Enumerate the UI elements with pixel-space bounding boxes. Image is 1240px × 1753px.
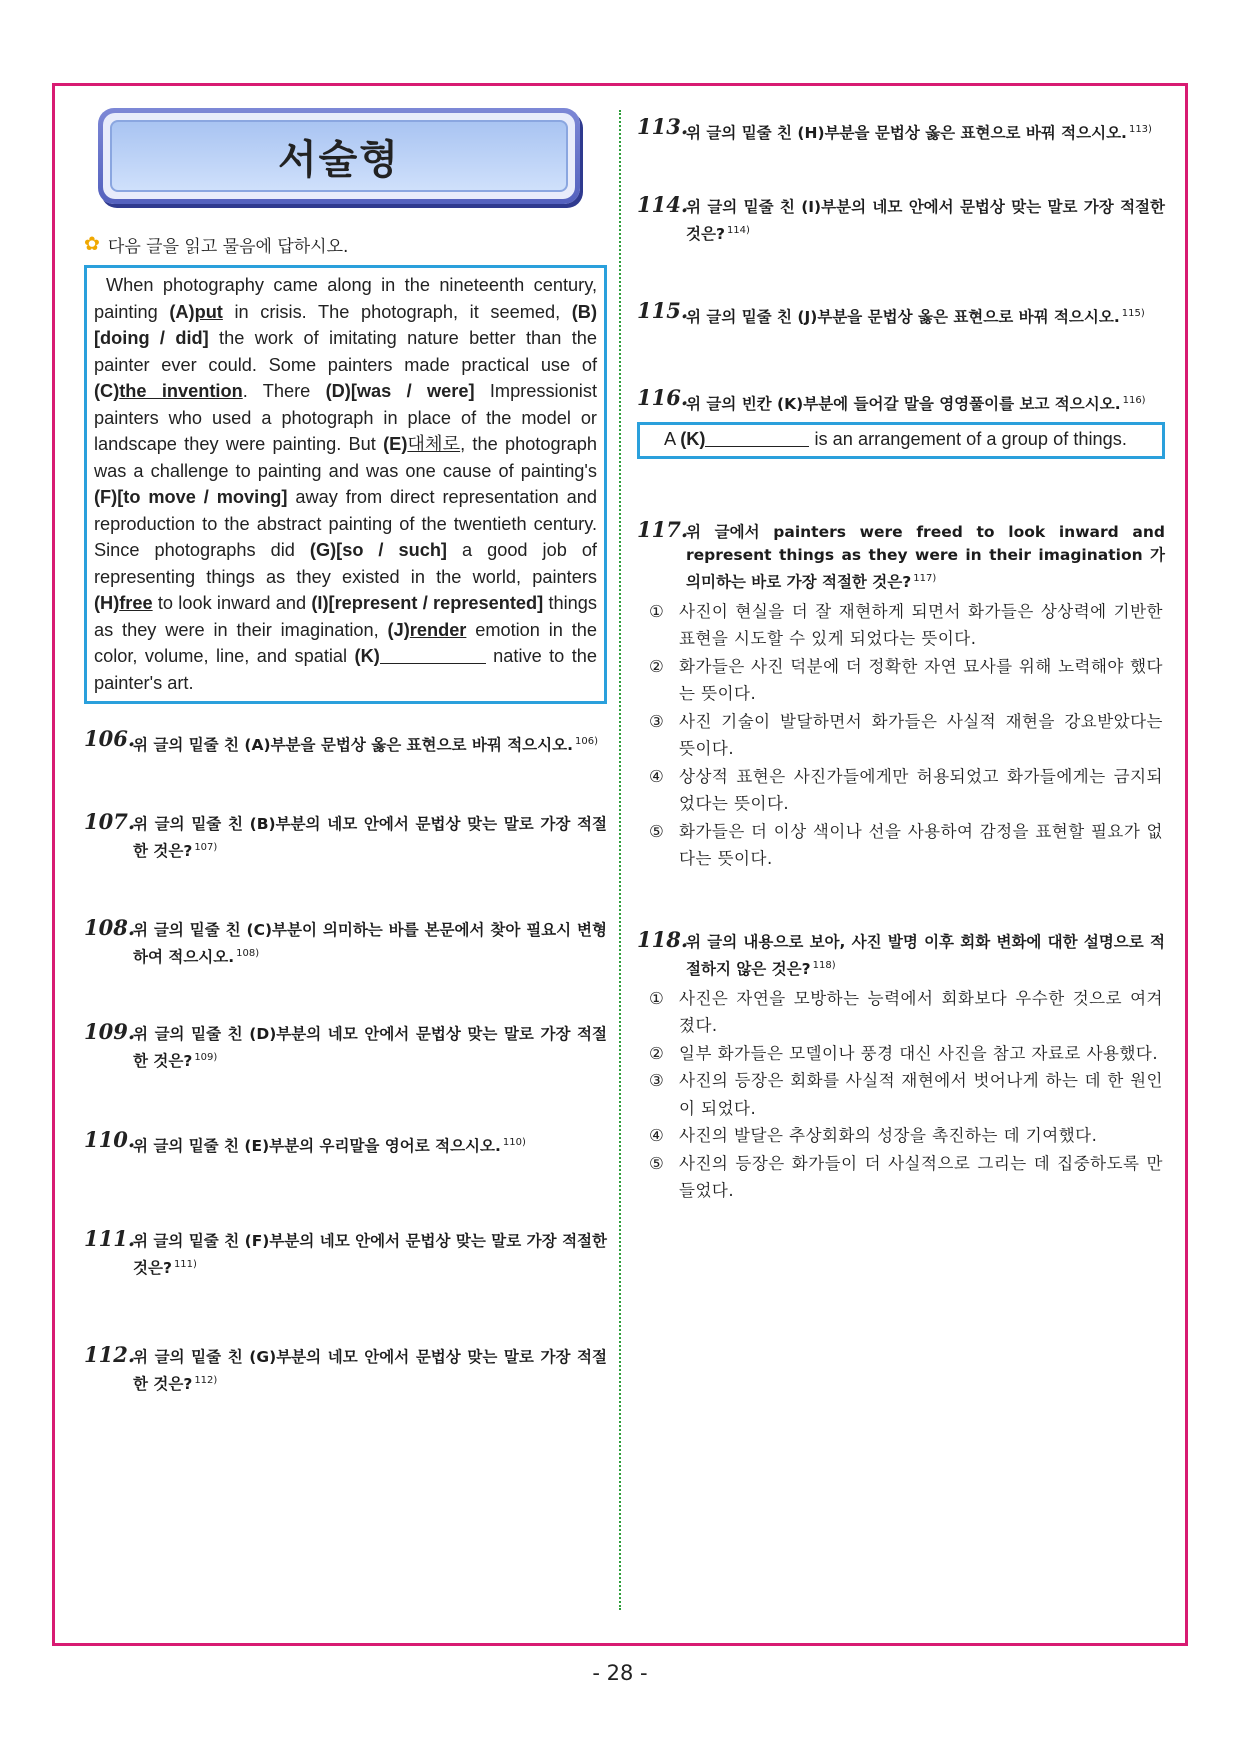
question-text: 위 글의 밑줄 친 (B)부분의 네모 안에서 문법상 맞는 말로 가장 적절한 것은? (133, 815, 607, 860)
underline-e: 대체로 (407, 434, 461, 454)
question-number: 111. (84, 1226, 136, 1251)
footnote-ref: 115) (1121, 308, 1145, 319)
box-g: (G)[so / such] (309, 540, 447, 560)
choice-1[interactable]: ① 사진이 현실을 더 잘 재현하게 되면서 화가들은 상상력에 기반한 표현을 시도할 수 있게 되었다는 뜻이다. (649, 601, 1163, 648)
mark-e: (E) (383, 434, 408, 454)
footnote-ref: 111) (173, 1259, 197, 1270)
mark-a: (A) (169, 301, 195, 322)
question-115 (637, 298, 1165, 329)
underline-c: the invention (119, 381, 243, 401)
choice-5[interactable]: ⑤ 사진의 등장은 화가들이 더 사실적으로 그리는 데 집중하도록 만들었다. (649, 1153, 1163, 1200)
question-114 (637, 192, 1165, 246)
choice-2[interactable]: ② 일부 화가들은 모델이나 풍경 대신 사진을 참고 자료로 사용했다. (649, 1043, 1159, 1063)
choice-5[interactable]: ⑤ 화가들은 더 이상 색이나 선을 사용하여 감정을 표현할 필요가 없다는 뜻이다. (649, 821, 1163, 868)
question-106 (84, 726, 607, 757)
question-107 (84, 809, 607, 863)
question-108 (84, 915, 607, 969)
question-text: 위 글의 밑줄 친 (D)부분의 네모 안에서 문법상 맞는 말로 가장 적절한 것은? (133, 1025, 607, 1070)
footnote-ref: 112) (194, 1375, 218, 1386)
mark-k: (K) (680, 429, 706, 449)
question-text: 위 글의 빈칸 (K)부분에 들어갈 말을 영영풀이를 보고 적으시오. (686, 395, 1121, 413)
question-number: 113. (637, 114, 689, 139)
question-number: 116. (637, 385, 689, 410)
passage-text: When photography came along in the nineteenth century, painting (A)put in crisis. The photograph, it seemed, (B)[doing / did] the work of imitating nature better than the painter ever could. Some painters made practical use of (C)the invention. There (D)[was / were] Impressionist painters who used a photograph in place of the model or landscape they were painting. But (E)대체로, the photograph was a challenge to painting and was one cause of painting's (F)[to move / moving] away from direct representation and reproduction to the abstract painting of the twentieth century. Since photographs did (G)[so / such] a good job of representing things as they existed in the world, painters (H)free to look inward and (I)[represent / represented] things as they were in their imagination, (J)render emotion in the color, volume, line, and spatial (K) native to the painter's art. (94, 275, 597, 693)
box-d: (D)[was / were] (325, 381, 475, 401)
underline-h: free (119, 593, 153, 613)
question-number: 109. (84, 1019, 136, 1044)
choice-3[interactable]: ③ 사진 기술이 발달하면서 화가들은 사실적 재현을 강요받았다는 뜻이다. (649, 711, 1163, 758)
footnote-ref: 107) (194, 842, 218, 853)
blank-k-answer[interactable] (705, 428, 809, 447)
question-text: 위 글의 내용으로 보아, 사진 발명 이후 회화 변화에 대한 설명으로 적절하지 않은 것은? (686, 932, 1165, 978)
question-number: 107. (84, 809, 136, 834)
choices-118 (637, 985, 1165, 1205)
question-text: 위 글의 밑줄 친 (E)부분의 우리말을 영어로 적으시오. (133, 1137, 501, 1155)
footnote-ref: 118) (812, 959, 836, 971)
question-111 (84, 1226, 607, 1280)
question-number: 117. (637, 516, 689, 542)
question-number: 108. (84, 915, 136, 940)
mark-h: (H) (94, 593, 120, 613)
blank-k[interactable] (380, 645, 486, 664)
question-109 (84, 1019, 607, 1073)
choice-4[interactable]: ④ 상상적 표현은 사진가들에게만 허용되었고 화가들에게는 금지되었다는 뜻이다. (649, 766, 1163, 813)
question-text: 위 글의 밑줄 친 (F)부분의 네모 안에서 문법상 맞는 말로 가장 적절한 것은? (133, 1232, 607, 1277)
mark-c: (C) (94, 381, 120, 401)
footnote-ref: 109) (194, 1052, 218, 1063)
question-number: 115. (637, 298, 689, 323)
mark-j: (J) (387, 619, 410, 640)
question-112 (84, 1342, 607, 1396)
box-f: (F)[to move / moving] (94, 487, 288, 507)
question-text: 위 글의 밑줄 친 (H)부분을 문법상 옳은 표현으로 바꿔 적으시오. (686, 124, 1127, 142)
footnote-ref: 114) (726, 225, 750, 236)
question-number: 112. (84, 1342, 136, 1367)
instruction (84, 232, 607, 257)
question-110 (84, 1127, 607, 1158)
question-text: 위 글의 밑줄 친 (A)부분을 문법상 옳은 표현으로 바꿔 적으시오. (133, 736, 573, 754)
box-i: (I)[represent / represented] (311, 593, 544, 613)
choice-4[interactable]: ④ 사진의 발달은 추상회화의 성장을 촉진하는 데 기여했다. (649, 1126, 1098, 1145)
question-text: 위 글의 밑줄 친 (J)부분을 문법상 옳은 표현으로 바꿔 적으시오. (686, 308, 1120, 326)
question-text: 위 글의 밑줄 친 (G)부분의 네모 안에서 문법상 맞는 말로 가장 적절한 것은? (133, 1348, 607, 1393)
section-title: 서술형 (110, 120, 568, 192)
question-number: 114. (637, 192, 689, 217)
question-113 (637, 114, 1165, 145)
footnote-ref: 108) (236, 948, 260, 959)
footnote-ref: 106) (574, 736, 598, 747)
choice-2[interactable]: ② 화가들은 사진 덕분에 더 정확한 자연 묘사를 위해 노력해야 했다는 뜻이다. (649, 656, 1163, 703)
question-number: 106. (84, 726, 136, 751)
choice-3[interactable]: ③ 사진의 등장은 회화를 사실적 재현에서 벗어나게 하는 데 한 원인이 되었다. (649, 1071, 1163, 1118)
question-text: 위 글의 밑줄 친 (C)부분이 의미하는 바를 본문에서 찾아 필요시 변형하여 적으시오. (133, 921, 607, 966)
question-118 (637, 926, 1165, 981)
box-b: (B)[doing / did] (94, 301, 597, 348)
flower-icon: ✿ (84, 233, 100, 255)
left-column (84, 108, 607, 1396)
column-divider (619, 110, 621, 1610)
footnote-ref: 110) (502, 1137, 526, 1148)
mark-k: (K) (354, 646, 380, 666)
question-text: 위 글에서 painters were freed to look inward and represent things as they were in their imagination 가 의미하는 바로 가장 적절한 것은? (686, 522, 1165, 591)
choices-117 (637, 598, 1165, 873)
footnote-ref: 117) (913, 572, 937, 584)
underline-j: render (409, 619, 467, 640)
question-text: 위 글의 밑줄 친 (I)부분의 네모 안에서 문법상 맞는 말로 가장 적절한 것은? (686, 198, 1165, 243)
instruction-text: 다음 글을 읽고 물음에 답하시오. (107, 237, 349, 257)
question-116 (637, 385, 1165, 416)
footnote-ref: 116) (1122, 395, 1146, 406)
question-117 (637, 516, 1165, 594)
definition-box: A (K) is an arrangement of a group of things. (637, 422, 1165, 459)
right-column (637, 108, 1165, 1205)
underline-a: put (194, 301, 223, 322)
choice-1[interactable]: ① 사진은 자연을 모방하는 능력에서 회화보다 우수한 것으로 여겨졌다. (649, 988, 1163, 1035)
page-number: - 28 - (592, 1661, 648, 1685)
footnote-ref: 113) (1128, 124, 1152, 135)
question-number: 110. (84, 1127, 136, 1152)
question-number: 118. (637, 926, 689, 952)
passage-box (84, 265, 607, 704)
section-banner (98, 108, 580, 204)
